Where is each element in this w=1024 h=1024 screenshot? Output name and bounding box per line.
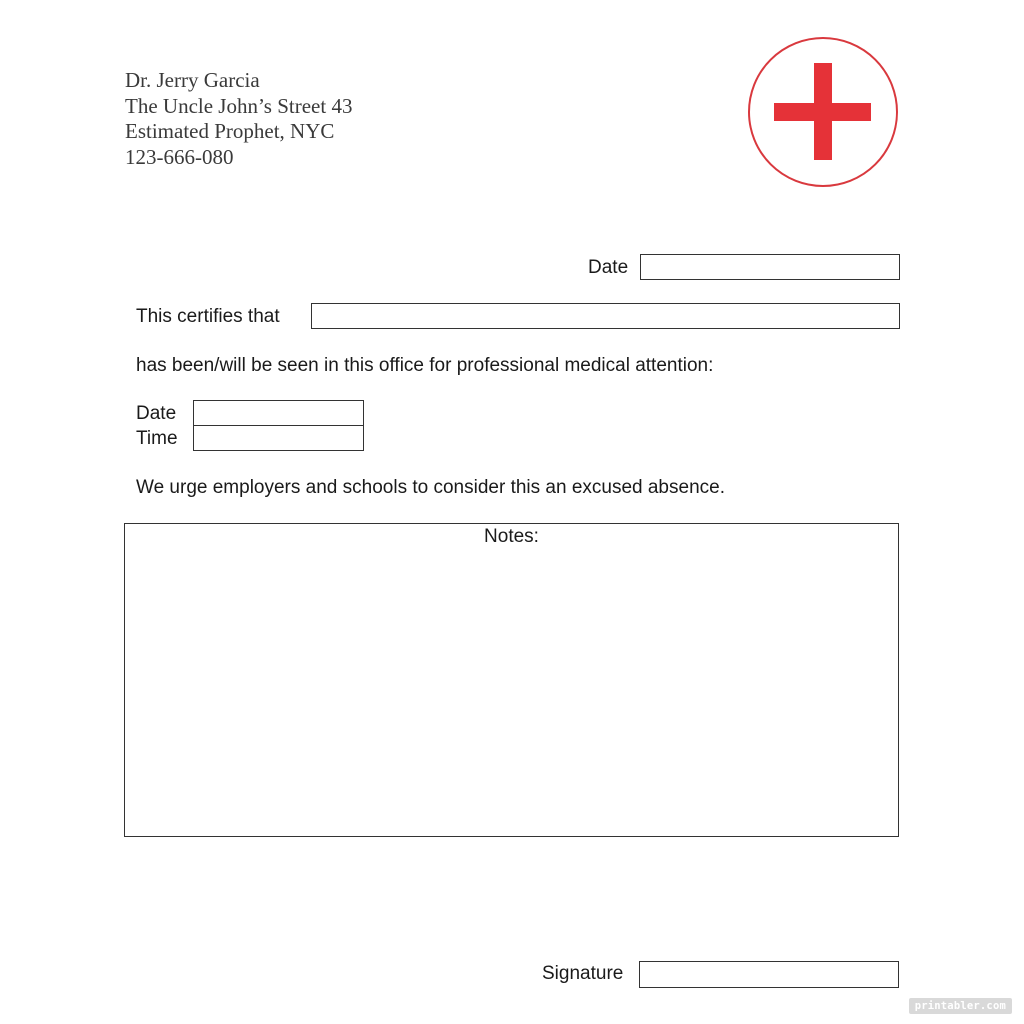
visit-date-label: Date <box>136 403 177 424</box>
doctor-name: Dr. Jerry Garcia <box>125 68 260 92</box>
notes-box[interactable] <box>124 523 899 837</box>
doctor-city: Estimated Prophet, NYC <box>125 119 335 143</box>
visit-time-label: Time <box>136 428 178 449</box>
date-field[interactable] <box>640 254 900 280</box>
date-label: Date <box>588 257 629 278</box>
red-cross-icon <box>747 36 899 188</box>
doctor-phone: 123-666-080 <box>125 144 234 169</box>
seen-statement: has been/will be seen in this office for professional medical attention: <box>136 355 714 376</box>
notes-label: Notes: <box>484 526 539 547</box>
doctor-street: The Uncle John’s Street 43 <box>125 93 353 118</box>
excuse-statement: We urge employers and schools to consider this an excused absence. <box>136 477 725 498</box>
visit-time-field[interactable] <box>193 425 364 451</box>
watermark: printabler.com <box>909 998 1012 1014</box>
visit-date-field[interactable] <box>193 400 364 426</box>
signature-label: Signature <box>542 963 624 984</box>
certifies-label: This certifies that <box>136 306 280 327</box>
patient-name-field[interactable] <box>311 303 900 329</box>
doctor-info <box>125 68 352 170</box>
signature-field[interactable] <box>639 961 899 988</box>
